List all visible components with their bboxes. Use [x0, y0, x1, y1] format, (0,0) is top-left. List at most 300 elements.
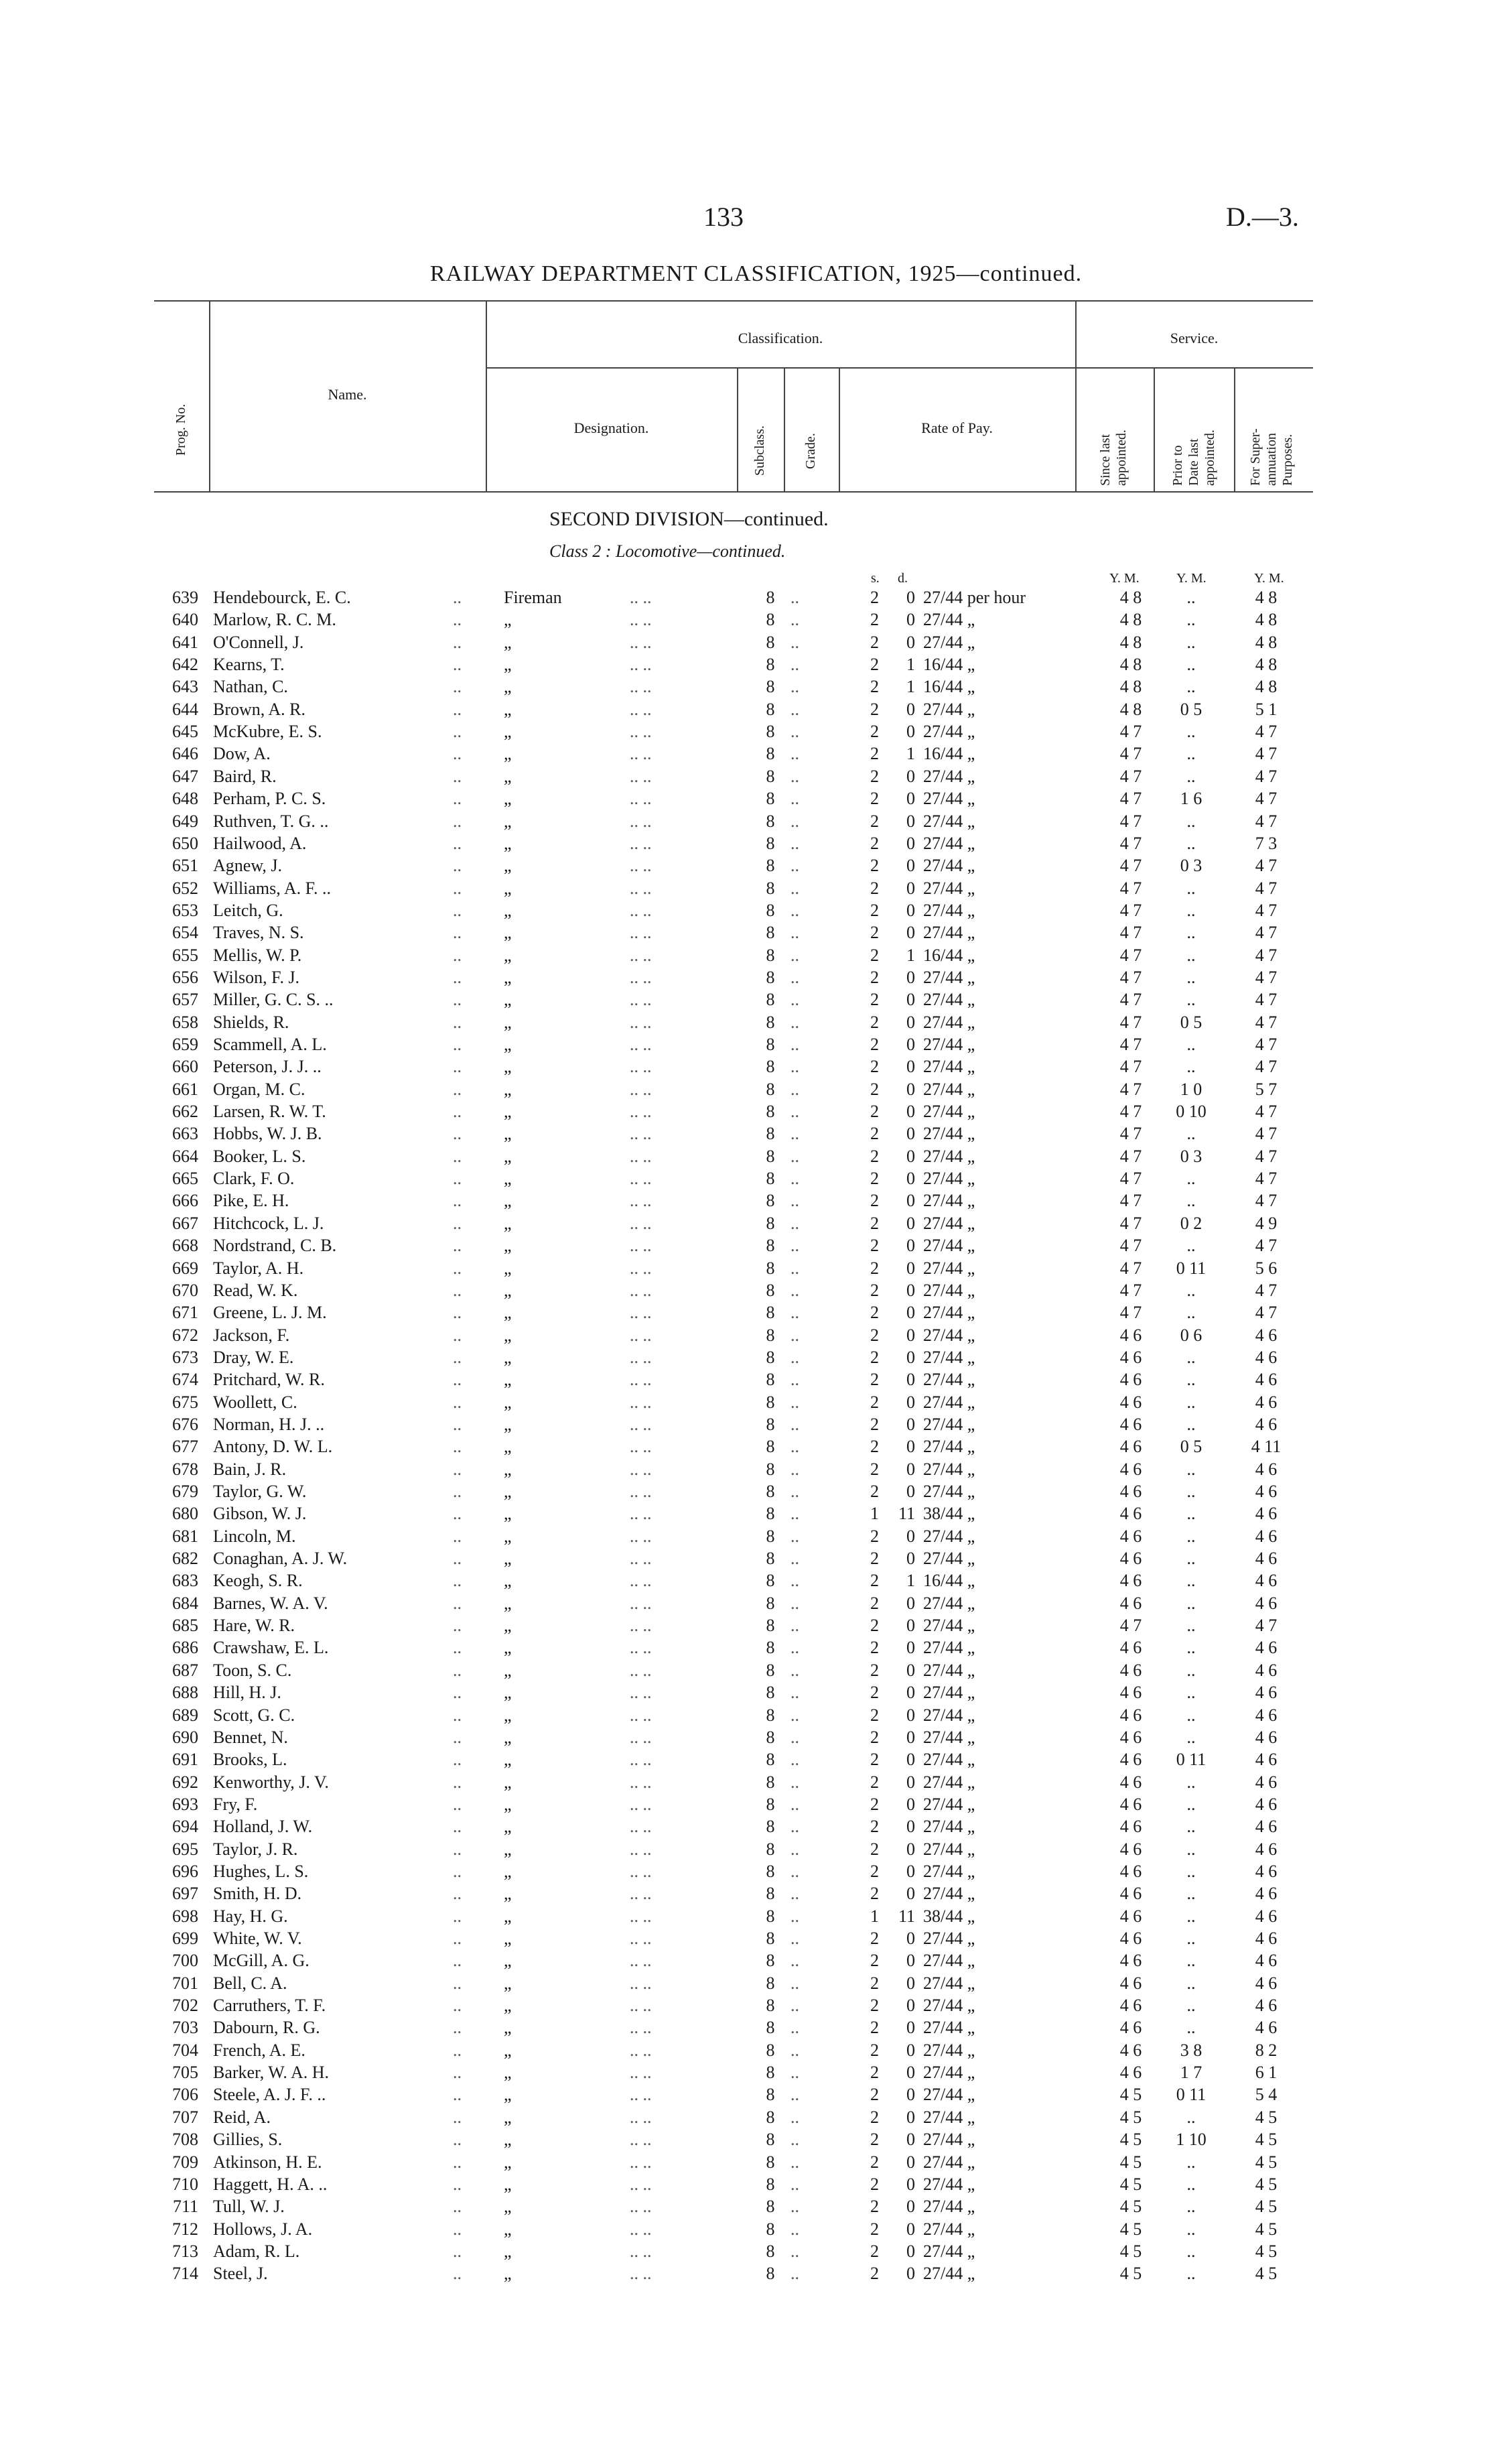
- employee-name: Scammell, A. L.: [213, 1035, 327, 1054]
- leader-dots: .. ..: [630, 878, 652, 898]
- employee-name: Brown, A. R.: [213, 699, 305, 719]
- subclass: 8: [766, 945, 775, 965]
- pay-shillings: 2: [870, 1817, 879, 1837]
- pay-rate: 27/44 „: [923, 1102, 975, 1122]
- employee-name: Williams, A. F. ..: [213, 878, 331, 898]
- leader-dots: ..: [453, 1638, 462, 1658]
- table-row: [0, 1972, 1512, 1994]
- prog-number: 712: [172, 2219, 198, 2239]
- subclass: 8: [766, 632, 775, 652]
- pay-rate: 27/44 „: [923, 1392, 975, 1412]
- service-superannuation: 7 3: [1255, 833, 1278, 853]
- table-row: [0, 1569, 1512, 1592]
- leader-dots: .. ..: [630, 833, 652, 853]
- service-prior: ..: [1186, 1370, 1196, 1390]
- leader-dots: ..: [791, 2063, 799, 2083]
- service-since-last: 4 6: [1119, 1414, 1142, 1434]
- leader-dots: .. ..: [630, 1124, 652, 1144]
- service-since-last: 4 6: [1119, 1973, 1142, 1993]
- header-grade: Grade.: [803, 433, 818, 469]
- leader-dots: ..: [453, 789, 462, 809]
- service-since-last: 4 8: [1119, 677, 1142, 697]
- subclass: 8: [766, 2130, 775, 2150]
- leader-dots: ..: [453, 2040, 462, 2060]
- service-since-last: 4 8: [1119, 588, 1142, 607]
- designation: „: [504, 1258, 512, 1278]
- unit-pence: d.: [898, 571, 908, 586]
- leader-dots: ..: [453, 1079, 462, 1099]
- table-row: [0, 1726, 1512, 1748]
- designation: „: [504, 677, 512, 697]
- class-subheading: Class 2 : Locomotive—continued.: [549, 541, 786, 561]
- designation: „: [504, 1727, 512, 1747]
- leader-dots: ..: [791, 744, 799, 764]
- leader-dots: ..: [453, 967, 462, 987]
- header-rate-of-pay: Rate of Pay.: [921, 419, 993, 436]
- service-since-last: 4 7: [1119, 967, 1142, 987]
- designation: „: [504, 945, 512, 965]
- leader-dots: ..: [453, 1996, 462, 2016]
- service-since-last: 4 7: [1119, 1191, 1142, 1211]
- employee-name: Brooks, L.: [213, 1750, 287, 1770]
- service-prior: ..: [1186, 2241, 1196, 2261]
- pay-pence: 0: [906, 2241, 915, 2261]
- pay-rate: 16/44 „: [923, 677, 975, 697]
- leader-dots: ..: [791, 1370, 799, 1390]
- leader-dots: .. ..: [630, 699, 652, 719]
- designation: „: [504, 1370, 512, 1390]
- subclass: 8: [766, 900, 775, 920]
- designation: „: [504, 1437, 512, 1457]
- service-superannuation: 4 6: [1255, 1772, 1278, 1792]
- designation: „: [504, 2018, 512, 2038]
- service-prior: 0 5: [1180, 1437, 1202, 1457]
- leader-dots: ..: [791, 2264, 799, 2284]
- subclass: 8: [766, 1683, 775, 1703]
- table-row: [0, 653, 1512, 675]
- designation: „: [504, 1526, 512, 1546]
- service-superannuation: 4 6: [1255, 1929, 1278, 1948]
- table-row: [0, 1614, 1512, 1636]
- service-prior: 0 11: [1176, 2085, 1207, 2105]
- pay-shillings: 1: [870, 1504, 879, 1524]
- pay-shillings: 2: [870, 1392, 879, 1412]
- subclass: 8: [766, 1012, 775, 1032]
- subclass: 8: [766, 1861, 775, 1881]
- pay-rate: 27/44 „: [923, 610, 975, 630]
- prog-number: 674: [172, 1370, 198, 1390]
- service-superannuation: 4 6: [1255, 1884, 1278, 1904]
- service-since-last: 4 5: [1119, 2241, 1142, 2261]
- employee-name: Atkinson, H. E.: [213, 2152, 322, 2172]
- header-divider: [1234, 367, 1235, 493]
- unit-since: Y. M.: [1109, 571, 1140, 586]
- pay-shillings: 2: [870, 766, 879, 786]
- table-row: [0, 1458, 1512, 1480]
- service-since-last: 4 6: [1119, 1437, 1142, 1457]
- employee-name: Taylor, J. R.: [213, 1839, 298, 1859]
- service-prior: ..: [1186, 1705, 1196, 1725]
- prog-number: 663: [172, 1124, 198, 1144]
- designation: „: [504, 1705, 512, 1725]
- leader-dots: .. ..: [630, 1526, 652, 1546]
- service-prior: ..: [1186, 588, 1196, 607]
- pay-shillings: 2: [870, 1638, 879, 1658]
- service-prior: ..: [1186, 1616, 1196, 1636]
- leader-dots: ..: [791, 1593, 799, 1613]
- table-row: [0, 1502, 1512, 1525]
- pay-shillings: 2: [870, 677, 879, 697]
- service-since-last: 4 7: [1119, 811, 1142, 831]
- leader-dots: ..: [453, 1482, 462, 1501]
- subclass: 8: [766, 1347, 775, 1367]
- leader-dots: ..: [453, 1616, 462, 1636]
- header-mid-rule: [486, 367, 1313, 369]
- pay-shillings: 2: [870, 923, 879, 943]
- leader-dots: ..: [791, 1414, 799, 1434]
- pay-rate: 27/44 „: [923, 1035, 975, 1054]
- designation: „: [504, 1929, 512, 1948]
- pay-rate: 27/44 „: [923, 766, 975, 786]
- leader-dots: ..: [453, 1683, 462, 1703]
- designation: „: [504, 789, 512, 809]
- service-prior: ..: [1186, 1794, 1196, 1814]
- leader-dots: .. ..: [630, 923, 652, 943]
- table-row: [0, 586, 1512, 608]
- prog-number: 645: [172, 722, 198, 742]
- leader-dots: ..: [791, 1616, 799, 1636]
- pay-rate: 27/44 „: [923, 2152, 975, 2172]
- employee-name: French, A. E.: [213, 2040, 305, 2060]
- pay-pence: 0: [906, 811, 915, 831]
- designation: „: [504, 722, 512, 742]
- service-since-last: 4 7: [1119, 990, 1142, 1010]
- leader-dots: ..: [453, 2018, 462, 2038]
- leader-dots: .. ..: [630, 1616, 652, 1636]
- designation: „: [504, 1884, 512, 1904]
- designation: „: [504, 1750, 512, 1770]
- service-superannuation: 4 7: [1255, 856, 1278, 876]
- leader-dots: .. ..: [630, 1236, 652, 1256]
- employee-name: Dray, W. E.: [213, 1347, 294, 1367]
- pay-shillings: 2: [870, 1102, 879, 1122]
- leader-dots: ..: [791, 1526, 799, 1546]
- employee-name: Dow, A.: [213, 744, 271, 764]
- pay-shillings: 2: [870, 789, 879, 809]
- employee-name: Scott, G. C.: [213, 1705, 295, 1725]
- subclass: 8: [766, 833, 775, 853]
- service-superannuation: 4 5: [1255, 2241, 1278, 2261]
- service-prior: ..: [1186, 677, 1196, 697]
- service-since-last: 4 7: [1119, 945, 1142, 965]
- service-superannuation: 4 8: [1255, 655, 1278, 675]
- service-prior: 0 3: [1180, 856, 1202, 876]
- table-row: [0, 854, 1512, 877]
- service-since-last: 4 5: [1119, 2219, 1142, 2239]
- leader-dots: .. ..: [630, 1325, 652, 1345]
- pay-shillings: 2: [870, 900, 879, 920]
- prog-number: 652: [172, 878, 198, 898]
- employee-name: Kearns, T.: [213, 655, 285, 675]
- subclass: 8: [766, 1794, 775, 1814]
- leader-dots: ..: [791, 722, 799, 742]
- service-superannuation: 5 1: [1255, 699, 1278, 719]
- service-superannuation: 4 7: [1255, 1169, 1278, 1189]
- leader-dots: ..: [453, 1057, 462, 1077]
- pay-rate: 27/44 „: [923, 811, 975, 831]
- table-row: [0, 1994, 1512, 2016]
- table-row: [0, 1189, 1512, 1212]
- pay-rate: 27/44 „: [923, 1280, 975, 1300]
- table-row: [0, 832, 1512, 854]
- pay-rate: 27/44 „: [923, 2018, 975, 2038]
- leader-dots: ..: [453, 856, 462, 876]
- pay-rate: 27/44 „: [923, 1772, 975, 1792]
- table-row: [0, 1167, 1512, 1189]
- service-superannuation: 4 6: [1255, 1906, 1278, 1926]
- pay-rate: 27/44 „: [923, 967, 975, 987]
- leader-dots: ..: [791, 1951, 799, 1971]
- subclass: 8: [766, 655, 775, 675]
- leader-dots: .. ..: [630, 1169, 652, 1189]
- service-since-last: 4 6: [1119, 1593, 1142, 1613]
- employee-name: Pritchard, W. R.: [213, 1370, 325, 1390]
- table-row: [0, 1905, 1512, 1927]
- subclass: 8: [766, 1057, 775, 1077]
- table-row: [0, 1033, 1512, 1055]
- employee-name: Carruthers, T. F.: [213, 1996, 326, 2016]
- leader-dots: .. ..: [630, 1258, 652, 1278]
- employee-name: Taylor, A. H.: [213, 1258, 304, 1278]
- leader-dots: ..: [453, 990, 462, 1010]
- leader-dots: .. ..: [630, 1929, 652, 1948]
- prog-number: 688: [172, 1683, 198, 1703]
- leader-dots: ..: [791, 811, 799, 831]
- pay-shillings: 2: [870, 2130, 879, 2150]
- leader-dots: ..: [791, 1482, 799, 1501]
- leader-dots: ..: [453, 1347, 462, 1367]
- subclass: 8: [766, 1951, 775, 1971]
- pay-shillings: 2: [870, 1549, 879, 1569]
- leader-dots: ..: [791, 1996, 799, 2016]
- designation: „: [504, 900, 512, 920]
- prog-number: 691: [172, 1750, 198, 1770]
- service-superannuation: 4 7: [1255, 722, 1278, 742]
- employee-name: Steele, A. J. F. ..: [213, 2085, 326, 2105]
- service-superannuation: 4 6: [1255, 1727, 1278, 1747]
- subclass: 8: [766, 1280, 775, 1300]
- leader-dots: ..: [791, 1325, 799, 1345]
- service-prior: ..: [1186, 900, 1196, 920]
- subclass: 8: [766, 2018, 775, 2038]
- prog-number: 679: [172, 1482, 198, 1501]
- pay-shillings: 2: [870, 1884, 879, 1904]
- service-superannuation: 4 7: [1255, 766, 1278, 786]
- unit-prior: Y. M.: [1176, 571, 1207, 586]
- service-since-last: 4 6: [1119, 1526, 1142, 1546]
- pay-pence: 0: [906, 2085, 915, 2105]
- table-row: [0, 1391, 1512, 1413]
- service-superannuation: 4 6: [1255, 1973, 1278, 1993]
- service-since-last: 4 6: [1119, 1772, 1142, 1792]
- pay-rate: 27/44 „: [923, 1750, 975, 1770]
- service-prior: ..: [1186, 1482, 1196, 1501]
- leader-dots: ..: [453, 1124, 462, 1144]
- subclass: 8: [766, 1884, 775, 1904]
- pay-shillings: 2: [870, 833, 879, 853]
- employee-name: Larsen, R. W. T.: [213, 1102, 326, 1122]
- pay-rate: 27/44 „: [923, 1861, 975, 1881]
- pay-pence: 0: [906, 1549, 915, 1569]
- employee-name: Barker, W. A. H.: [213, 2063, 329, 2083]
- service-prior: 1 10: [1176, 2130, 1207, 2150]
- table-row: [0, 2106, 1512, 2128]
- designation: „: [504, 967, 512, 987]
- designation: „: [504, 2063, 512, 2083]
- pay-rate: 27/44 „: [923, 1839, 975, 1859]
- leader-dots: ..: [453, 766, 462, 786]
- table-row: [0, 1145, 1512, 1167]
- table-row: [0, 1748, 1512, 1770]
- service-superannuation: 4 8: [1255, 632, 1278, 652]
- leader-dots: ..: [453, 677, 462, 697]
- prog-number: 668: [172, 1236, 198, 1256]
- prog-number: 689: [172, 1705, 198, 1725]
- leader-dots: ..: [791, 1169, 799, 1189]
- service-prior: ..: [1186, 1459, 1196, 1479]
- service-since-last: 4 6: [1119, 1347, 1142, 1367]
- service-superannuation: 4 6: [1255, 1459, 1278, 1479]
- leader-dots: .. ..: [630, 1727, 652, 1747]
- prog-number: 685: [172, 1616, 198, 1636]
- service-since-last: 4 7: [1119, 1124, 1142, 1144]
- pay-rate: 27/44 „: [923, 1638, 975, 1658]
- designation: „: [504, 1303, 512, 1323]
- designation: „: [504, 2219, 512, 2239]
- service-prior: ..: [1186, 1414, 1196, 1434]
- leader-dots: ..: [791, 833, 799, 853]
- service-since-last: 4 6: [1119, 1861, 1142, 1881]
- pay-pence: 0: [906, 1370, 915, 1390]
- unit-shillings: s.: [871, 571, 880, 586]
- leader-dots: ..: [791, 900, 799, 920]
- service-superannuation: 4 7: [1255, 811, 1278, 831]
- pay-pence: 0: [906, 2197, 915, 2217]
- service-prior: ..: [1186, 2018, 1196, 2038]
- service-superannuation: 4 6: [1255, 1996, 1278, 2016]
- service-superannuation: 4 5: [1255, 2219, 1278, 2239]
- pay-pence: 11: [898, 1504, 915, 1524]
- pay-pence: 0: [906, 1817, 915, 1837]
- designation: „: [504, 1593, 512, 1613]
- table-row: [0, 1011, 1512, 1033]
- service-since-last: 4 6: [1119, 1549, 1142, 1569]
- pay-rate: 27/44 „: [923, 2130, 975, 2150]
- leader-dots: .. ..: [630, 1459, 652, 1479]
- service-superannuation: 4 6: [1255, 1414, 1278, 1434]
- pay-rate: 27/44 „: [923, 2063, 975, 2083]
- subclass: 8: [766, 1124, 775, 1144]
- pay-shillings: 2: [870, 1571, 879, 1591]
- service-prior: ..: [1186, 1124, 1196, 1144]
- unit-super: Y. M.: [1254, 571, 1284, 586]
- employee-name: Haggett, H. A. ..: [213, 2174, 328, 2194]
- pay-pence: 0: [906, 2264, 915, 2284]
- service-prior: 0 11: [1176, 1750, 1207, 1770]
- prog-number: 681: [172, 1526, 198, 1546]
- designation: „: [504, 1236, 512, 1256]
- service-prior: ..: [1186, 610, 1196, 630]
- designation: „: [504, 2130, 512, 2150]
- service-since-last: 4 6: [1119, 1750, 1142, 1770]
- service-prior: 0 2: [1180, 1213, 1202, 1233]
- pay-pence: 0: [906, 2018, 915, 2038]
- designation: „: [504, 655, 512, 675]
- table-row: [0, 1413, 1512, 1435]
- leader-dots: ..: [791, 1504, 799, 1524]
- designation: „: [504, 1079, 512, 1099]
- pay-pence: 0: [906, 1392, 915, 1412]
- leader-dots: .. ..: [630, 2085, 652, 2105]
- employee-name: White, W. V.: [213, 1929, 302, 1948]
- leader-dots: .. ..: [630, 1951, 652, 1971]
- service-since-last: 4 6: [1119, 1705, 1142, 1725]
- leader-dots: .. ..: [630, 1057, 652, 1077]
- leader-dots: .. ..: [630, 856, 652, 876]
- service-prior: ..: [1186, 1884, 1196, 1904]
- designation: „: [504, 1951, 512, 1971]
- leader-dots: ..: [791, 1705, 799, 1725]
- leader-dots: ..: [453, 1593, 462, 1613]
- leader-dots: ..: [791, 2241, 799, 2261]
- pay-shillings: 2: [870, 1861, 879, 1881]
- employee-name: Clark, F. O.: [213, 1169, 295, 1189]
- pay-pence: 1: [906, 744, 915, 764]
- service-since-last: 4 7: [1119, 744, 1142, 764]
- table-row: [0, 2128, 1512, 2150]
- service-prior: ..: [1186, 2174, 1196, 2194]
- employee-name: Organ, M. C.: [213, 1079, 305, 1099]
- pay-shillings: 2: [870, 945, 879, 965]
- leader-dots: .. ..: [630, 744, 652, 764]
- designation: „: [504, 2241, 512, 2261]
- pay-rate: 27/44 „: [923, 1325, 975, 1345]
- pay-rate: 27/44 „: [923, 632, 975, 652]
- leader-dots: .. ..: [630, 1482, 652, 1501]
- leader-dots: ..: [453, 1794, 462, 1814]
- service-superannuation: 4 5: [1255, 2264, 1278, 2284]
- leader-dots: .. ..: [630, 1549, 652, 1569]
- employee-name: Norman, H. J. ..: [213, 1414, 325, 1434]
- pay-shillings: 2: [870, 1526, 879, 1546]
- subclass: 8: [766, 1303, 775, 1323]
- header-bottom-rule: [154, 491, 1313, 493]
- pay-shillings: 2: [870, 1705, 879, 1725]
- header-prog-no: Prog. No.: [174, 403, 188, 456]
- prog-number: 680: [172, 1504, 198, 1524]
- pay-shillings: 2: [870, 1794, 879, 1814]
- employee-name: Hailwood, A.: [213, 833, 307, 853]
- service-superannuation: 4 7: [1255, 1012, 1278, 1032]
- service-prior: ..: [1186, 923, 1196, 943]
- service-superannuation: 4 7: [1255, 990, 1278, 1010]
- service-prior: 1 0: [1180, 1079, 1202, 1099]
- leader-dots: .. ..: [630, 1370, 652, 1390]
- service-superannuation: 4 7: [1255, 900, 1278, 920]
- pay-shillings: 2: [870, 1929, 879, 1948]
- leader-dots: ..: [453, 2107, 462, 2127]
- pay-pence: 0: [906, 1258, 915, 1278]
